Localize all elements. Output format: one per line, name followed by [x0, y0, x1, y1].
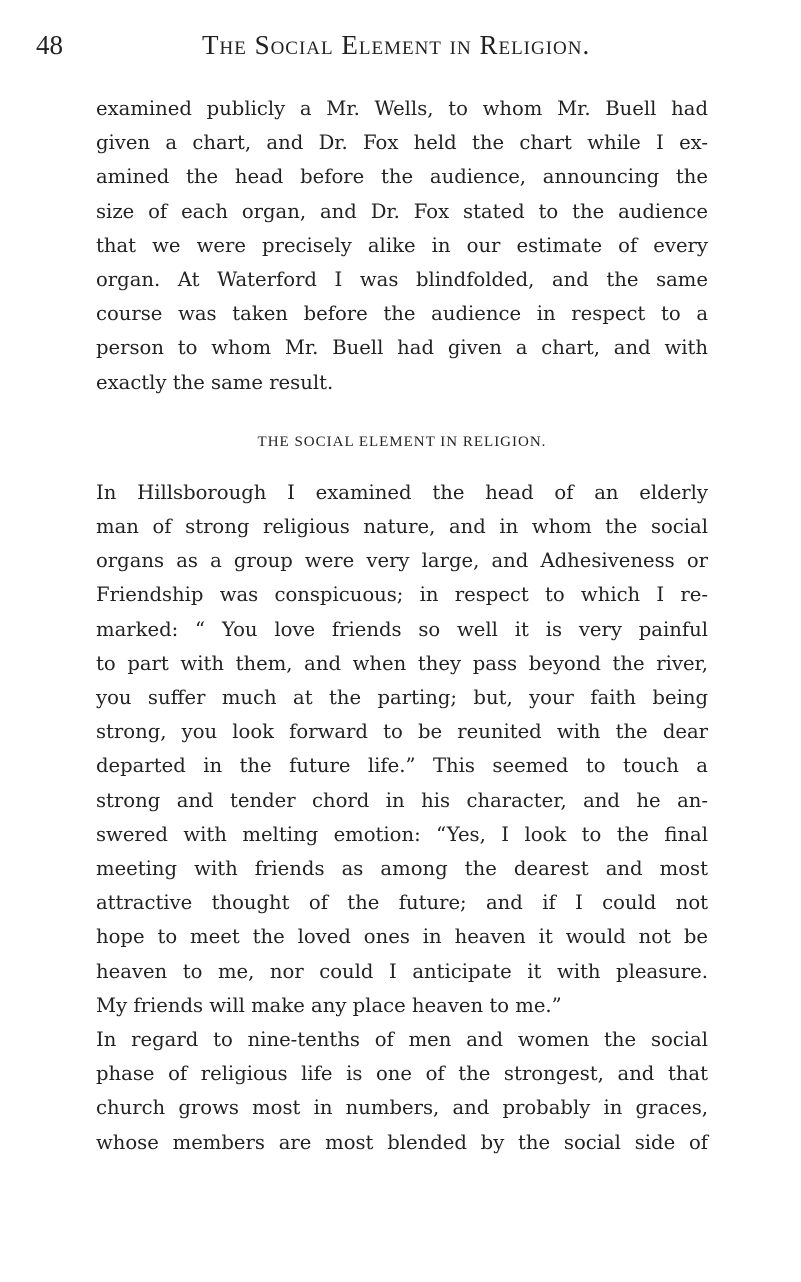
text-line: departed in the future life.” This seemed to touch a	[96, 754, 708, 778]
text-line: you suffer much at the parting; but, your faith being	[96, 686, 708, 710]
paragraph-1	[96, 92, 708, 400]
text-line: marked: “ You love friends so well it is very painful	[96, 617, 708, 641]
book-page	[36, 30, 708, 1160]
text-line: hope to meet the loved ones in heaven it would not be	[96, 925, 708, 949]
text-line: My friends will make any place heaven to me.”	[96, 993, 562, 1017]
text-line: exactly the same result.	[96, 370, 334, 394]
text-line: given a chart, and Dr. Fox held the chart while I ex-	[96, 131, 708, 155]
text-line: organs as a group were very large, and Adhesiveness or	[96, 549, 708, 573]
text-line: church grows most in numbers, and probably in graces,	[96, 1096, 708, 1120]
text-line: whose members are most blended by the social side of	[96, 1130, 708, 1154]
text-line: size of each organ, and Dr. Fox stated to the audience	[96, 199, 708, 223]
text-line: strong, you look forward to be reunited with the dear	[96, 720, 708, 744]
text-line: In regard to nine-tenths of men and women the social	[96, 1028, 708, 1052]
paragraph-2	[96, 476, 708, 1023]
text-line: heaven to me, nor could I anticipate it with pleasure.	[96, 959, 708, 983]
text-line: examined publicly a Mr. Wells, to whom Mr. Buell had	[96, 97, 708, 120]
text-line: swered with melting emotion: “Yes, I look to the final	[96, 822, 708, 846]
text-line: man of strong religious nature, and in whom the social	[96, 515, 708, 539]
text-line: course was taken before the audience in respect to a	[96, 302, 708, 326]
text-line: person to whom Mr. Buell had given a chart, and with	[96, 336, 708, 360]
running-title: The Social Element in Religion.	[202, 30, 591, 60]
text-line: In Hillsborough I examined the head of an elderly	[96, 480, 708, 504]
running-head	[36, 30, 708, 70]
text-line: to part with them, and when they pass beyond the river,	[96, 651, 708, 675]
text-line: Friendship was conspicuous; in respect to which I re-	[96, 583, 708, 607]
text-line: attractive thought of the future; and if I could not	[96, 891, 708, 915]
text-line: organ. At Waterford I was blindfolded, and the same	[96, 268, 708, 292]
text-line: phase of religious life is one of the strongest, and that	[96, 1062, 708, 1086]
text-line: amined the head before the audience, announcing the	[96, 165, 708, 189]
page-number: 48	[36, 30, 63, 60]
text-line: meeting with friends as among the dearest and most	[96, 857, 708, 881]
paragraph-3	[96, 1023, 708, 1160]
text-line: strong and tender chord in his character, and he an-	[96, 788, 708, 812]
section-heading: THE SOCIAL ELEMENT IN RELIGION.	[257, 433, 547, 450]
text-line: that we were precisely alike in our estimate of every	[96, 233, 708, 257]
